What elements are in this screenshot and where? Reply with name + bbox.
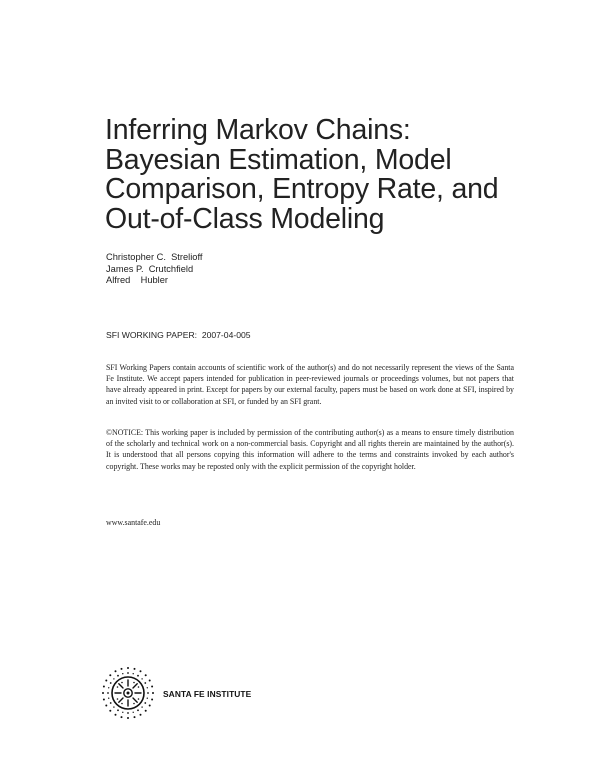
- disclaimer-paragraph: SFI Working Papers contain accounts of scientific work of the author(s) and do not necessarily represent the views of the Santa Fe Institute. We accept papers intended for publication in peer-reviewed journals or proceedings volumes, but not papers that have already appeared in print. Except for papers by our external faculty, papers must be based on work done at SFI, inspired by an invited visit to or collaboration at SFI, or funded by an SFI grant.: [106, 363, 514, 406]
- title-line-3: Comparison, Entropy Rate, and: [105, 173, 499, 205]
- title-line-4: Out-of-Class Modeling: [105, 202, 385, 235]
- website-link[interactable]: www.santafe.edu: [106, 518, 161, 527]
- author-2: James P. Crutchfield: [106, 263, 194, 274]
- author-list: [106, 252, 202, 287]
- title-line-2: Bayesian Estimation, Model: [105, 143, 452, 176]
- author-1: Christopher C. Strelioff: [106, 252, 203, 262]
- author-3: Alfred Hubler: [106, 275, 169, 286]
- institute-name: SANTA FE INSTITUTE: [163, 689, 252, 699]
- title-line-1: Inferring Markov Chains:: [105, 114, 411, 146]
- notice-paragraph: ©NOTICE: This working paper is included by permission of the contributing author(s) as a means to ensure timely distribution of the scholarly and technical work on a non-commercial basis. Copyright and all rights therein are maintained by the author(s). It is understood that all persons copying this information will adhere to the terms and constraints invoked by each author's copyright. These works may be reposted only with the explicit permission of the copyright holder.: [106, 428, 514, 471]
- santa-fe-institute-seal-icon: [100, 665, 156, 721]
- paper-title: [105, 116, 565, 234]
- working-paper-number: SFI WORKING PAPER: 2007-04-005: [106, 330, 251, 340]
